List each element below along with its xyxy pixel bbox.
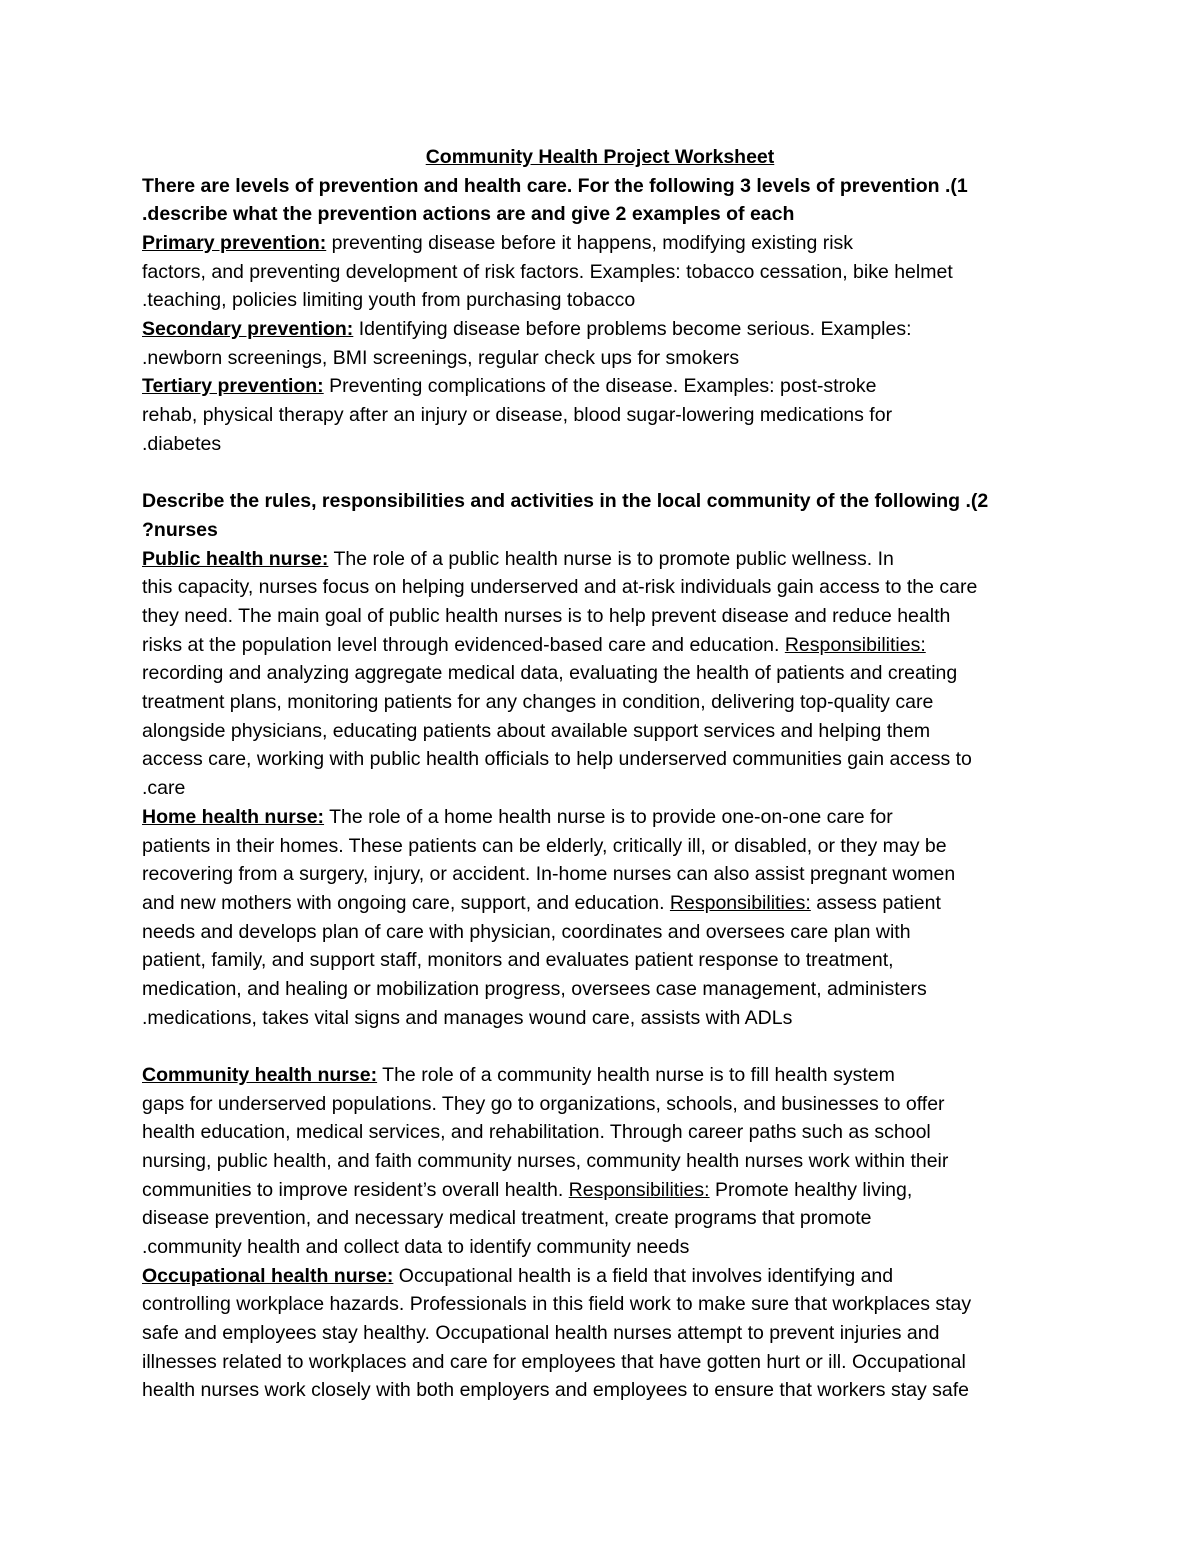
- community-health-nurse-line-1: Community health nurse: The role of a community health nurse is to fill health system: [142, 1064, 895, 1086]
- public-health-nurse-label: Public health nurse:: [142, 548, 329, 570]
- public-health-nurse-line-7: alongside physicians, educating patients about available support services and helping them: [142, 720, 931, 742]
- occupational-health-nurse-line-2: controlling workplace hazards. Professionals in this field work to make sure that workplaces stay: [142, 1293, 972, 1315]
- question-2-line-2: ?nurses: [142, 519, 218, 541]
- home-health-nurse-line-7: medication, and healing or mobilization progress, oversees case management, administers: [142, 978, 927, 1000]
- community-health-nurse-label: Community health nurse:: [142, 1064, 378, 1086]
- community-health-nurse-line-3: health education, medical services, and rehabilitation. Through career paths such as school: [142, 1121, 931, 1143]
- community-health-nurse-line-5: communities to improve resident’s overall health. Responsibilities: Promote healthy living,: [142, 1179, 913, 1201]
- primary-prevention-line-3: .teaching, policies limiting youth from purchasing tobacco: [142, 289, 636, 311]
- occupational-health-nurse-line-4: illnesses related to workplaces and care for employees that have gotten hurt or ill. Occupational: [142, 1351, 966, 1373]
- public-health-nurse-line-8: access care, working with public health officials to help underserved communities gain access to: [142, 748, 972, 770]
- public-health-nurse-line-6: treatment plans, monitoring patients for any changes in condition, delivering top-quality care: [142, 691, 934, 713]
- home-health-nurse-line-5: needs and develops plan of care with physician, coordinates and oversees care plan with: [142, 921, 911, 943]
- home-health-nurse-line-3: recovering from a surgery, injury, or accident. In-home nurses can also assist pregnant women: [142, 863, 956, 885]
- community-health-nurse-line-6: disease prevention, and necessary medical treatment, create programs that promote: [142, 1207, 872, 1229]
- community-health-nurse-line-2: gaps for underserved populations. They go to organizations, schools, and businesses to offer: [142, 1093, 945, 1115]
- tertiary-prevention-line-3: .diabetes: [142, 433, 222, 455]
- home-health-nurse-line-2: patients in their homes. These patients can be elderly, critically ill, or disabled, or they may be: [142, 835, 947, 857]
- public-health-nurse-line-4: risks at the population level through evidenced-based care and education. Responsibilities:: [142, 634, 926, 656]
- home-health-nurse-label: Home health nurse:: [142, 806, 325, 828]
- home-health-nurse-line-8: .medications, takes vital signs and manages wound care, assists with ADLs: [142, 1007, 793, 1029]
- tertiary-prevention-line-1: Tertiary prevention: Preventing complications of the disease. Examples: post-stroke: [142, 375, 877, 397]
- public-health-nurse-line-2: this capacity, nurses focus on helping underserved and at-risk individuals gain access to the care: [142, 576, 978, 598]
- public-health-nurse-line-9: .care: [142, 777, 186, 799]
- primary-prevention-label: Primary prevention:: [142, 232, 327, 254]
- occupational-health-nurse-label: Occupational health nurse:: [142, 1265, 394, 1287]
- tertiary-prevention-label: Tertiary prevention:: [142, 375, 324, 397]
- secondary-prevention-label: Secondary prevention:: [142, 318, 354, 340]
- question-2-line-1: Describe the rules, responsibilities and activities in the local community of the following .(2: [142, 490, 989, 512]
- question-1-line-2: .describe what the prevention actions are and give 2 examples of each: [142, 203, 795, 225]
- occupational-health-nurse-line-5: health nurses work closely with both employers and employees to ensure that workers stay safe: [142, 1379, 969, 1401]
- public-health-nurse-line-3: they need. The main goal of public health nurses is to help prevent disease and reduce health: [142, 605, 951, 627]
- public-health-nurse-line-1: Public health nurse: The role of a public health nurse is to promote public wellness. In: [142, 548, 894, 570]
- community-health-nurse-line-4: nursing, public health, and faith community nurses, community health nurses work within their: [142, 1150, 949, 1172]
- secondary-prevention-line-1: Secondary prevention: Identifying disease before problems become serious. Examples:: [142, 318, 912, 340]
- home-health-nurse-line-4: and new mothers with ongoing care, support, and education. Responsibilities: assess patient: [142, 892, 941, 914]
- primary-prevention-line-2: factors, and preventing development of risk factors. Examples: tobacco cessation, bike helmet: [142, 261, 953, 283]
- responsibilities-label: Responsibilities:: [669, 892, 811, 914]
- primary-prevention-line-1: Primary prevention: preventing disease before it happens, modifying existing risk: [142, 232, 854, 254]
- responsibilities-label: Responsibilities:: [784, 634, 926, 656]
- responsibilities-label: Responsibilities:: [568, 1179, 710, 1201]
- tertiary-prevention-line-2: rehab, physical therapy after an injury or disease, blood sugar-lowering medications for: [142, 404, 893, 426]
- document-title: Community Health Project Worksheet: [425, 146, 775, 168]
- occupational-health-nurse-line-1: Occupational health nurse: Occupational health is a field that involves identifying and: [142, 1265, 894, 1287]
- occupational-health-nurse-line-3: safe and employees stay healthy. Occupational health nurses attempt to prevent injuries and: [142, 1322, 940, 1344]
- home-health-nurse-line-6: patient, family, and support staff, monitors and evaluates patient response to treatment,: [142, 949, 894, 971]
- public-health-nurse-line-5: recording and analyzing aggregate medical data, evaluating the health of patients and creating: [142, 662, 958, 684]
- secondary-prevention-line-2: .newborn screenings, BMI screenings, regular check ups for smokers: [142, 347, 740, 369]
- community-health-nurse-line-7: .community health and collect data to identify community needs: [142, 1236, 690, 1258]
- home-health-nurse-line-1: Home health nurse: The role of a home health nurse is to provide one-on-one care for: [142, 806, 893, 828]
- question-1-line-1: There are levels of prevention and health care. For the following 3 levels of prevention .(1: [142, 175, 968, 197]
